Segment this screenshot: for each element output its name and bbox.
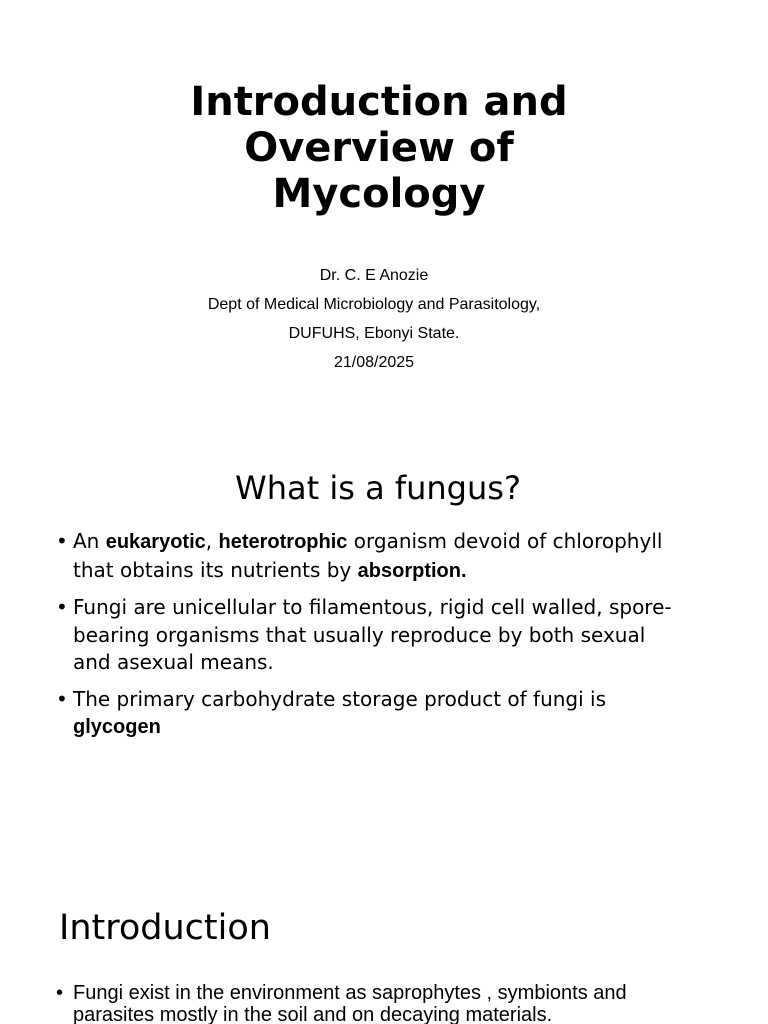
bullet-text: , bbox=[205, 529, 219, 553]
bullet-text: The primary carbohydrate storage product of fungi is bbox=[73, 686, 607, 711]
bullet-list bbox=[56, 528, 676, 751]
presenter-name: Dr. C. E Anozie bbox=[319, 267, 429, 284]
bold-term: heterotrophic bbox=[218, 531, 348, 553]
bullet-list bbox=[56, 982, 676, 1024]
slide-title: What is a fungus? bbox=[235, 469, 521, 507]
bullet-item: • Fungi exist in the environment as saprophytes , symbionts and parasites mostly in the soil and on decaying materials. bbox=[56, 982, 676, 1024]
fungus-definition-slide bbox=[0, 418, 768, 870]
presentation-title bbox=[120, 79, 638, 217]
bold-term: absorption. bbox=[357, 559, 467, 582]
presentation-date: 21/08/2025 bbox=[333, 354, 415, 371]
presenter-info bbox=[100, 261, 648, 377]
presenter-department: Dept of Medical Microbiology and Parasitology, bbox=[207, 296, 541, 313]
bullet-item bbox=[56, 594, 676, 677]
title-slide bbox=[0, 0, 768, 418]
bullet-text: organism devoid of chlorophyll that obtains its nutrients by bbox=[73, 529, 663, 582]
title-line: Overview of bbox=[244, 125, 514, 171]
bold-term: glycogen bbox=[73, 716, 161, 738]
bullet-item bbox=[56, 686, 676, 742]
bullet-text: An bbox=[73, 529, 106, 553]
title-line: Mycology bbox=[272, 171, 486, 217]
bullet-text: Fungi are unicellular to filamentous, rigid cell walled, spore-bearing organisms that usually reproduce by both sexual and asexual means. bbox=[73, 595, 672, 674]
bullet-item bbox=[56, 528, 676, 585]
bold-term: eukaryotic bbox=[105, 531, 206, 553]
title-line: Introduction and bbox=[190, 79, 568, 125]
presenter-institution: DUFUHS, Ebonyi State. bbox=[288, 325, 460, 342]
introduction-slide bbox=[0, 870, 768, 1024]
slide-title: Introduction bbox=[59, 908, 271, 948]
